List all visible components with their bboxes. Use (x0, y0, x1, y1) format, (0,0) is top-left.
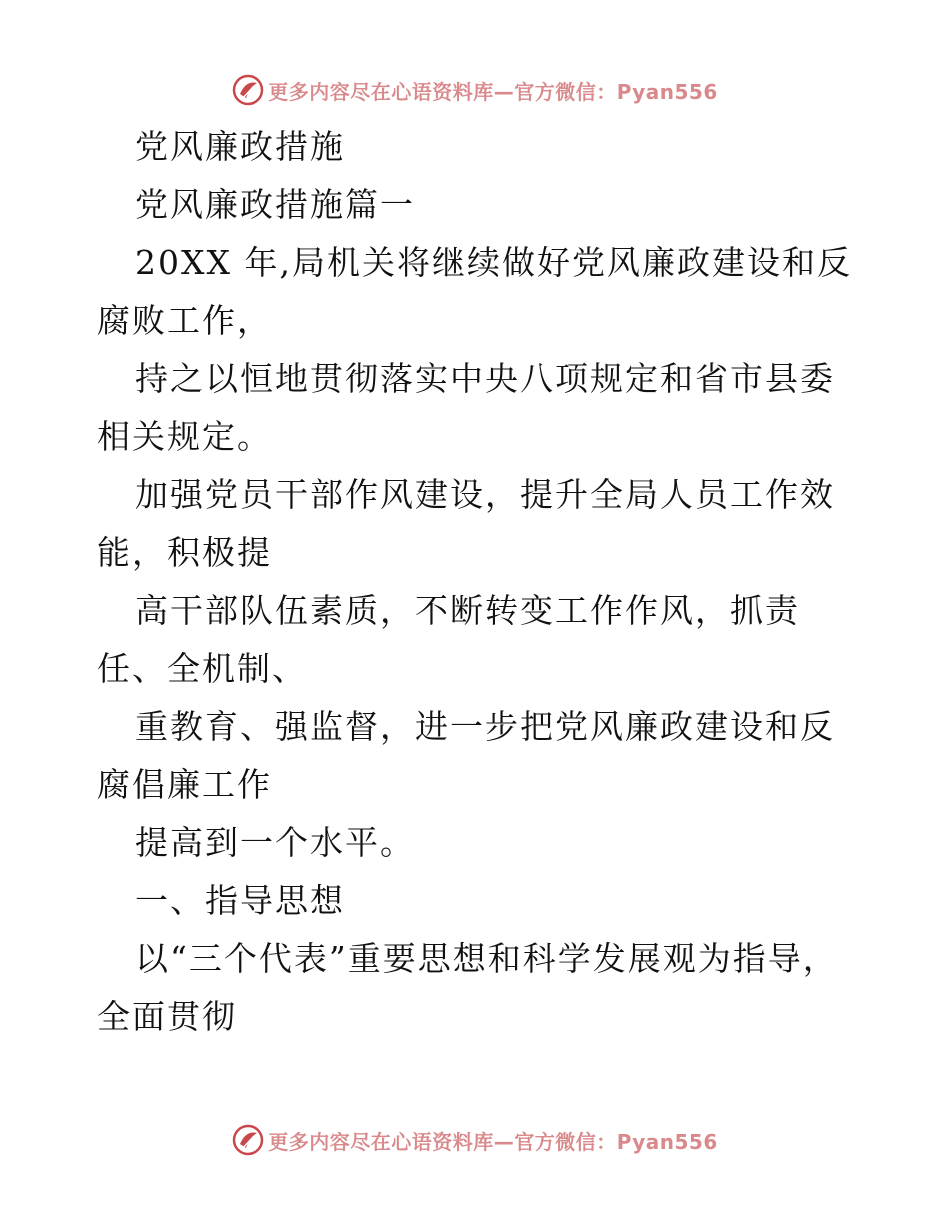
paragraph: 20XX 年,局机关将继续做好党风廉政建设和反腐败工作， (97, 243, 852, 340)
footer-watermark (0, 1120, 950, 1160)
watermark-text: 更多内容尽在心语资料库—官方微信：Pyan556 (268, 79, 718, 104)
paragraph: 以“三个代表”重要思想和科学发展观为指导，全面贯彻 (97, 939, 838, 1036)
header-watermark (0, 70, 950, 110)
paragraph: 提高到一个水平。 (135, 823, 415, 862)
document-body (97, 118, 857, 1046)
document-title: 党风廉政措施 (135, 127, 345, 166)
logo-icon (232, 1124, 264, 1156)
logo-icon (232, 74, 264, 106)
paragraph: 加强党员干部作风建设，提升全局人员工作效能，积极提 (97, 475, 835, 572)
watermark-text: 更多内容尽在心语资料库—官方微信：Pyan556 (268, 1129, 718, 1154)
heading-guiding-ideology: 一、指导思想 (135, 881, 345, 920)
section-title: 党风廉政措施篇一 (135, 185, 415, 224)
paragraph: 高干部队伍素质，不断转变工作作风，抓责任、全机制、 (97, 591, 800, 688)
paragraph: 重教育、强监督，进一步把党风廉政建设和反腐倡廉工作 (97, 707, 835, 804)
paragraph: 持之以恒地贯彻落实中央八项规定和省市县委相关规定。 (97, 359, 835, 456)
